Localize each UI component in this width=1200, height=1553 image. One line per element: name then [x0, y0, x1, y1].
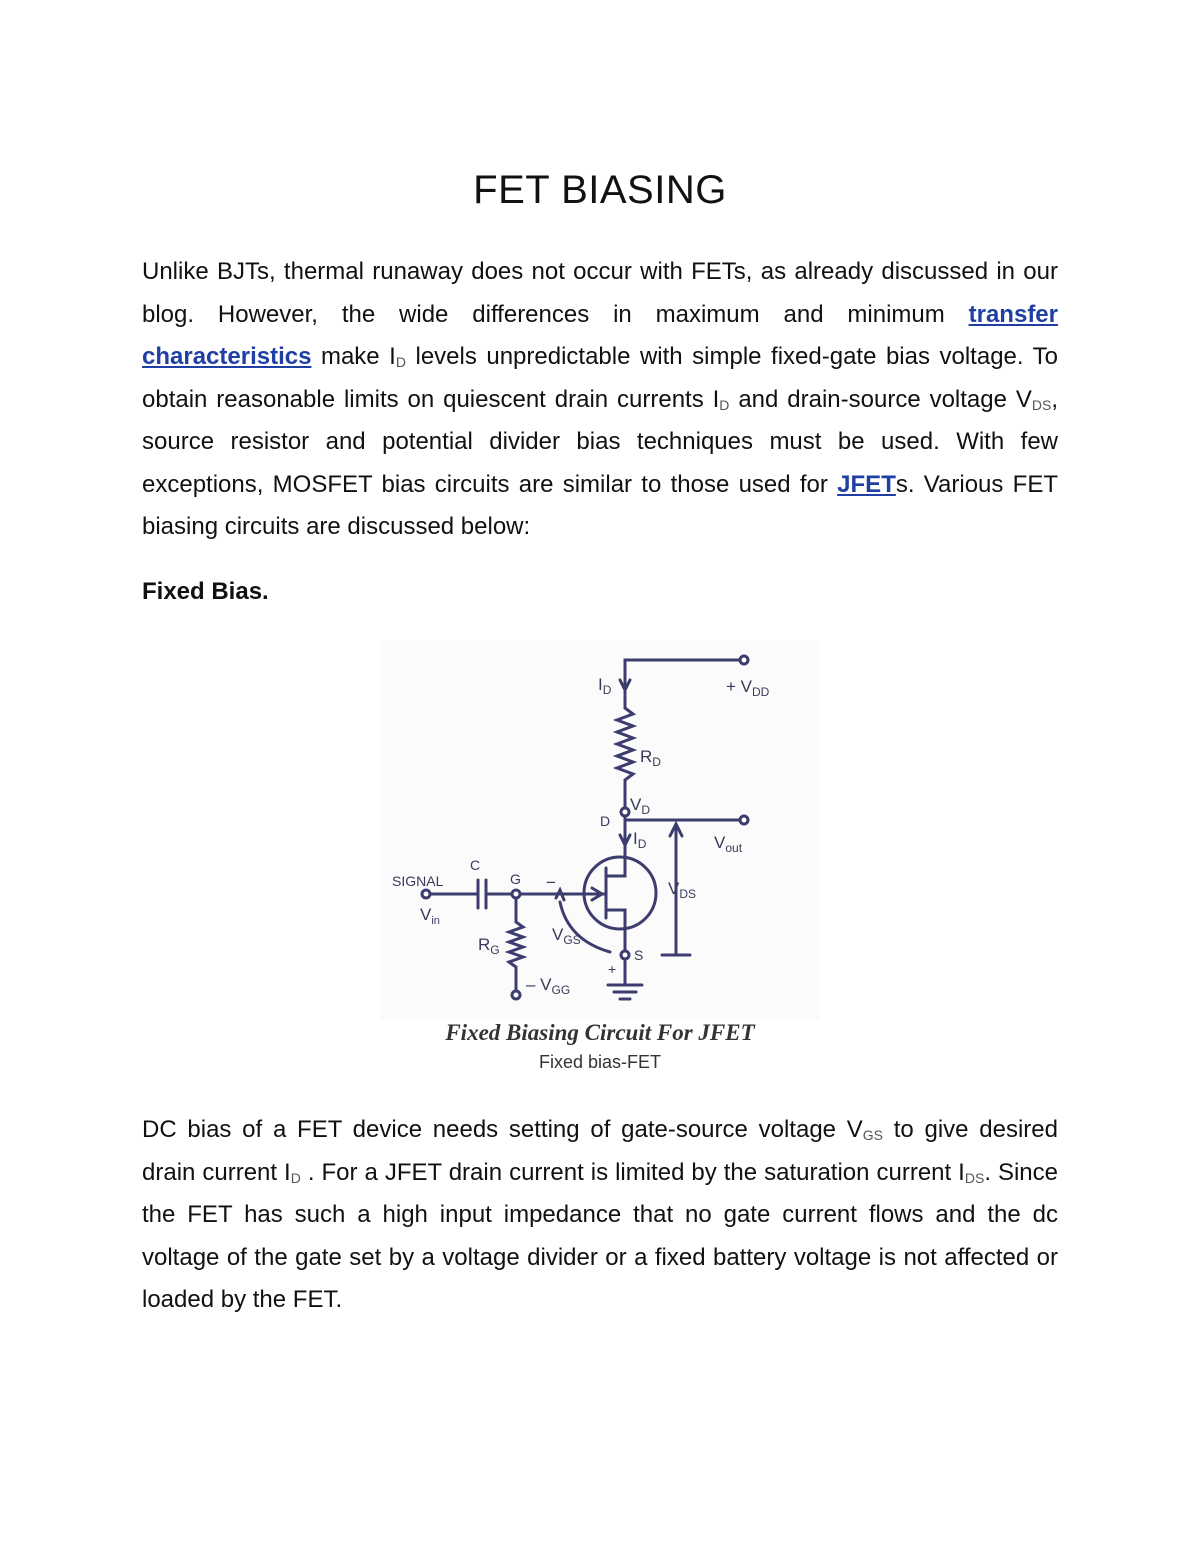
vgg-terminal [512, 991, 520, 999]
gate-minus-label: − [546, 873, 556, 892]
vout-label: $V_{out}$ [714, 833, 743, 855]
body-text: to give desired drain current I [142, 1116, 1058, 1186]
circuit-diagram [380, 640, 820, 1020]
source-plus-label: + [608, 961, 617, 977]
body-text: . Since the FET has such a high input impedance that no gate current flows and the dc voltage of the gate set by a voltage divider or a fixed battery voltage is not affected or loaded by the FET. [142, 1158, 1059, 1313]
vgg-label: – $V_{GG}$ [526, 975, 571, 997]
intro-text: make I [311, 343, 396, 370]
transfer-characteristics-link[interactable]: transfer characteristics [142, 300, 1058, 370]
figure-image-caption: Fixed Biasing Circuit For JFET [445, 1020, 755, 1045]
intro-text: , source resistor and potential divider bias techniques must be used. With few exceptions, MOSFET bias circuits are similar to those used for [142, 385, 1058, 498]
figure-caption: Fixed bias-FET [538, 1052, 662, 1072]
rg-label: $R_G$ [478, 935, 500, 957]
rd-label: $R_D$ [640, 747, 661, 769]
body-paragraph [142, 1109, 1058, 1322]
gate-terminal [512, 890, 520, 898]
drain-label: D [600, 813, 611, 829]
vds-label: $V_{DS}$ [668, 879, 697, 901]
intro-text: s. Various FET biasing circuits are discussed below: [142, 470, 1058, 540]
subscript: GS [862, 1127, 883, 1143]
subscript: DS [964, 1169, 985, 1186]
gate-label: G [510, 871, 521, 887]
capacitor-label: C [470, 857, 481, 873]
vout-terminal [740, 816, 748, 824]
page-title: FET BIASING [473, 168, 727, 212]
intro-text: levels unpredictable with simple fixed-gate bias voltage. To obtain reasonable limits on quiescent drain currents I [142, 343, 1058, 413]
fixed-bias-circuit-figure [380, 640, 820, 1050]
vdd-label: + $V_{DD}$ [726, 677, 770, 699]
subscript: D [719, 396, 730, 413]
vgs-label: $V_{GS}$ [552, 925, 581, 947]
signal-terminal [422, 890, 430, 898]
body-text: DC bias of a FET device needs setting of gate-source voltage V [142, 1116, 863, 1143]
vdd-terminal [740, 656, 748, 664]
source-terminal [621, 951, 629, 959]
vin-label: $V_{in}$ [420, 905, 440, 927]
jfet-link[interactable]: JFET [837, 470, 896, 498]
section-heading: Fixed Bias. [142, 578, 269, 605]
source-label: S [634, 947, 644, 963]
intro-text: and drain-source voltage V [729, 385, 1032, 413]
subscript: D [290, 1169, 301, 1186]
intro-text: Unlike BJTs, thermal runaway does not occur with FETs, as already discussed in our blog. However, the wide differences in maximum and minimum [142, 258, 1058, 328]
vd-label: $V_D$ [630, 795, 651, 817]
body-text: . For a JFET drain current is limited by the saturation current I [300, 1158, 965, 1186]
intro-paragraph [142, 251, 1058, 549]
id-mid-label: $I_D$ [633, 829, 647, 851]
subscript: D [395, 354, 406, 370]
signal-label: SIGNAL [392, 873, 444, 889]
drain-terminal [621, 808, 629, 816]
subscript: DS [1031, 396, 1052, 413]
id-top-label: $I_D$ [598, 675, 612, 697]
